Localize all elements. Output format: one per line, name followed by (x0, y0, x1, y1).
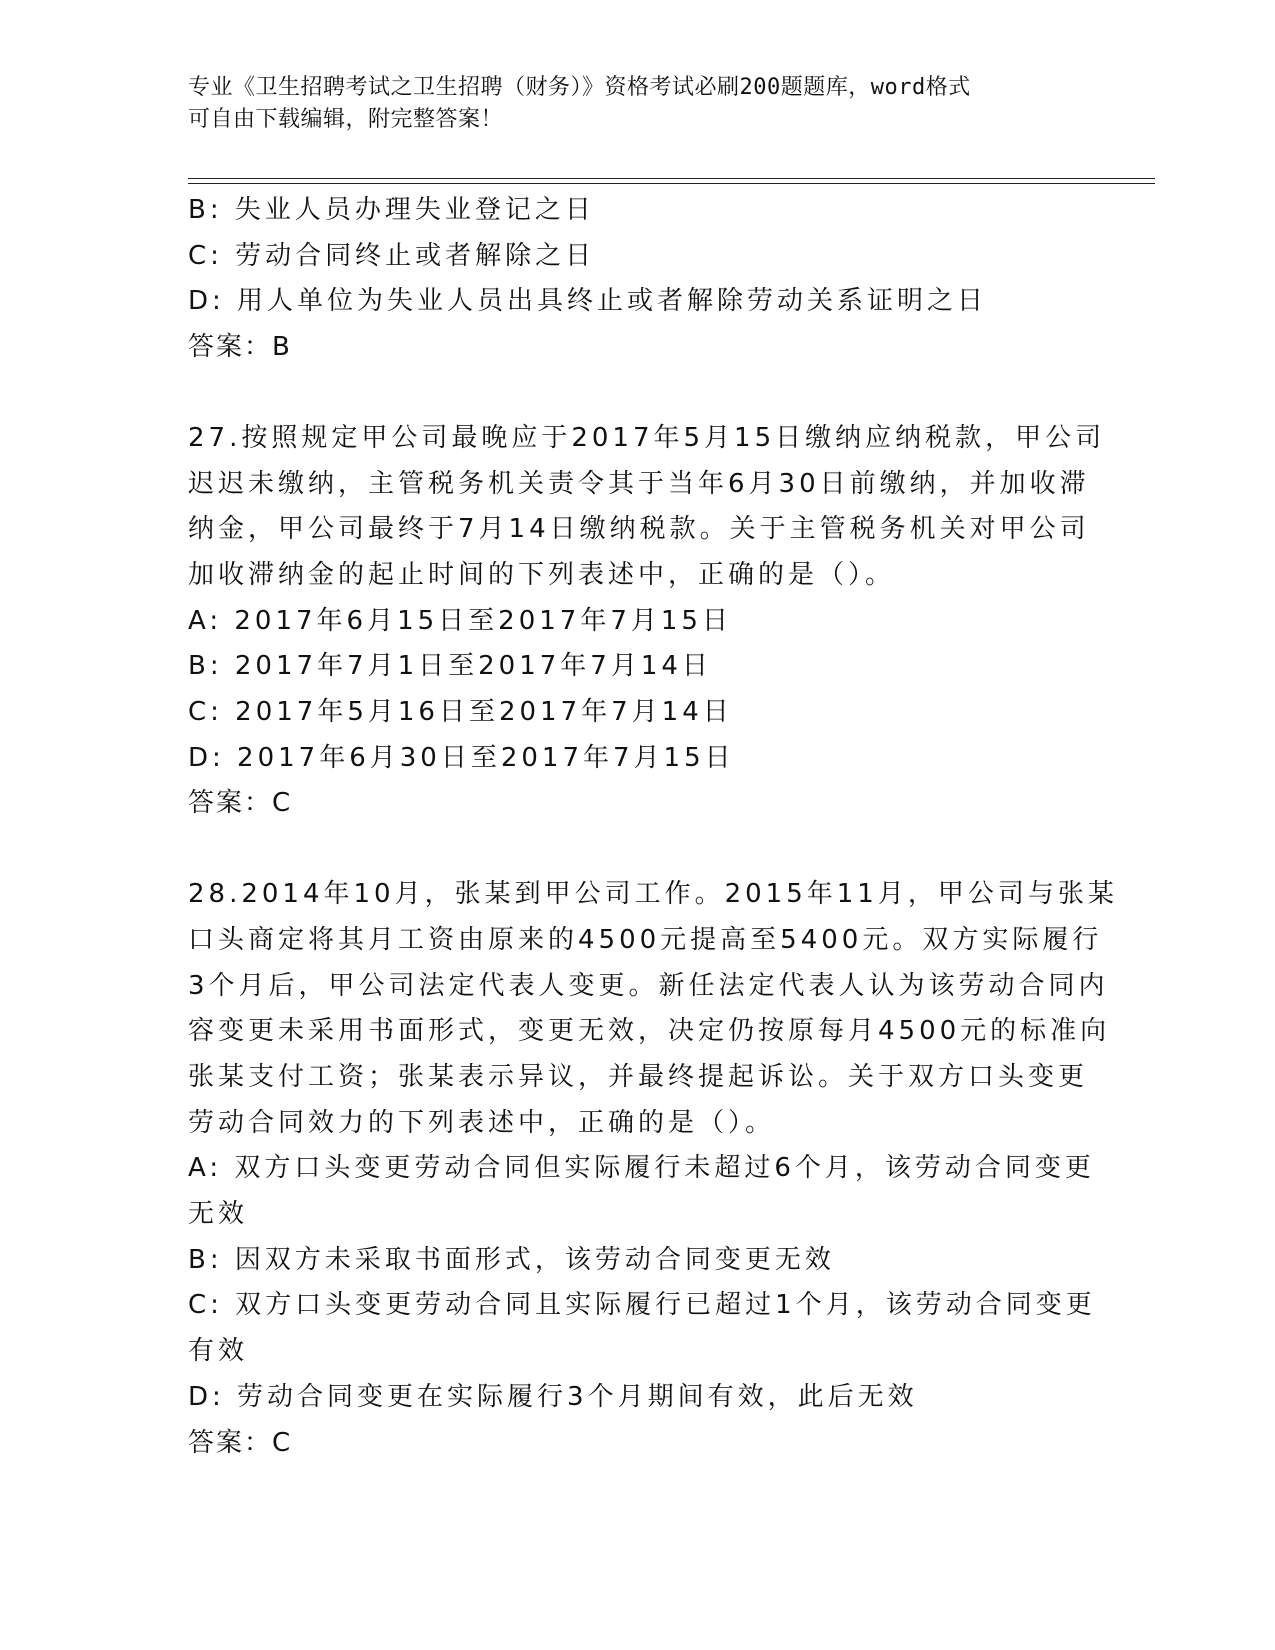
question-27-stem-line: 迟迟未缴纳，主管税务机关责令其于当年6月30日前缴纳，并加收滞 (188, 468, 1090, 499)
document-header (188, 72, 1068, 136)
question-27-stem-line: 加收滞纳金的起止时间的下列表述中，正确的是（）。 (188, 559, 896, 590)
option-26-b: B: 失业人员办理失业登记之日 (188, 195, 595, 225)
question-28-stem-line: 容变更未采用书面形式，变更无效，决定仍按原每月4500元的标准向 (188, 1016, 1111, 1047)
header-line-2: 可自由下载编辑，附完整答案！ (188, 107, 504, 132)
question-28-stem-line: 张某支付工资；张某表示异议，并最终提起诉讼。关于双方口头变更 (188, 1061, 1089, 1092)
option-26-c: C: 劳动合同终止或者解除之日 (188, 240, 596, 271)
question-28-stem-line: 3个月后，甲公司法定代表人变更。新任法定代表人认为该劳动合同内 (188, 970, 1109, 1001)
option-28-c: C: 双方口头变更劳动合同且实际履行已超过1个月，该劳动合同变更 (188, 1290, 1096, 1321)
answer-28: 答案：C (188, 1427, 293, 1458)
option-27-c: C: 2017年5月16日至2017年7月14日 (188, 697, 733, 728)
option-27-b: B: 2017年7月1日至2017年7月14日 (188, 651, 712, 682)
option-27-a: A: 2017年6月15日至2017年7月15日 (188, 605, 732, 636)
question-28 (188, 872, 1118, 1466)
option-26-d: D: 用人单位为失业人员出具终止或者解除劳动关系证明之日 (188, 286, 988, 317)
answer-27: 答案：C (188, 788, 293, 819)
question-26 (188, 188, 1088, 371)
question-content (188, 188, 1118, 1466)
header-divider-bottom (188, 183, 1155, 184)
question-28-stem-line: 28.2014年10月，张某到甲公司工作。2015年11月，甲公司与张某 (188, 879, 1118, 910)
header-line-1: 专业《卫生招聘考试之卫生招聘（财务）》资格考试必刷200题题库，word格式 (188, 75, 971, 100)
option-27-d: D: 2017年6月30日至2017年7月15日 (188, 742, 735, 773)
question-27 (188, 416, 1106, 827)
question-27-stem-line: 27.按照规定甲公司最晚应于2017年5月15日缴纳应纳税款，甲公司 (188, 422, 1106, 453)
option-28-a: A: 双方口头变更劳动合同但实际履行未超过6个月，该劳动合同变更 (188, 1153, 1095, 1184)
option-28-b: B: 因双方未采取书面形式，该劳动合同变更无效 (188, 1244, 835, 1275)
option-28-c-continued: 有效 (188, 1336, 249, 1367)
option-28-a-continued: 无效 (188, 1199, 249, 1230)
question-28-stem-line: 劳动合同效力的下列表述中，正确的是（）。 (188, 1107, 776, 1138)
answer-26: 答案：B (188, 332, 292, 363)
option-28-d: D: 劳动合同变更在实际履行3个月期间有效，此后无效 (188, 1381, 918, 1412)
question-27-stem-line: 纳金，甲公司最终于7月14日缴纳税款。关于主管税务机关对甲公司 (188, 514, 1090, 545)
question-28-stem-line: 口头商定将其月工资由原来的4500元提高至5400元。双方实际履行 (188, 924, 1103, 955)
header-divider-top (188, 178, 1155, 179)
